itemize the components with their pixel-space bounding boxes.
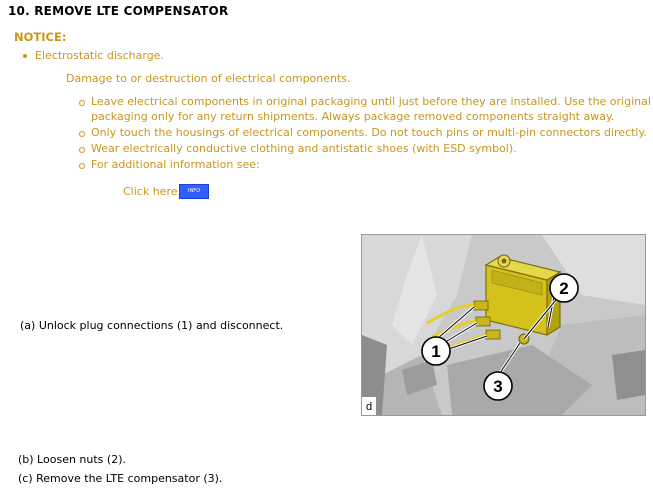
step-b: (b) Loosen nuts (2). <box>18 453 126 466</box>
callout-1-label: 1 <box>431 342 441 361</box>
notice-item-4: For additional information see: <box>91 158 260 171</box>
notice-label: NOTICE: <box>14 30 67 44</box>
bullet-circle <box>79 100 85 106</box>
component-illustration <box>361 234 646 416</box>
step-a: (a) Unlock plug connections (1) and disconnect. <box>20 319 284 332</box>
notice-bullet-text: Electrostatic discharge. <box>35 49 164 62</box>
figure-corner-label: d <box>366 401 373 413</box>
bullet-circle <box>79 147 85 153</box>
bullet-circle <box>79 131 85 137</box>
callout-3-label: 3 <box>493 377 503 396</box>
notice-item-1-cont: packaging only for any return shipments. Always package removed components straight away. <box>91 110 615 123</box>
notice-item-3: Wear electrically conductive clothing and antistatic shoes (with ESD symbol). <box>91 142 517 155</box>
section-heading: 10. REMOVE LTE COMPENSATOR <box>8 4 229 18</box>
click-here-link[interactable]: Click here <box>123 185 178 198</box>
callout-2-label: 2 <box>559 279 569 298</box>
notice-subtitle: Damage to or destruction of electrical components. <box>66 72 351 85</box>
bullet-circle <box>79 163 85 169</box>
notice-item-2: Only touch the housings of electrical components. Do not touch pins or multi-pin connectors directly. <box>91 126 647 139</box>
bullet-disc <box>23 54 27 58</box>
info-button[interactable]: INFO <box>179 184 209 199</box>
notice-item-1: Leave electrical components in original packaging until just before they are installed. Use the original <box>91 95 651 108</box>
step-c: (c) Remove the LTE compensator (3). <box>18 472 223 485</box>
